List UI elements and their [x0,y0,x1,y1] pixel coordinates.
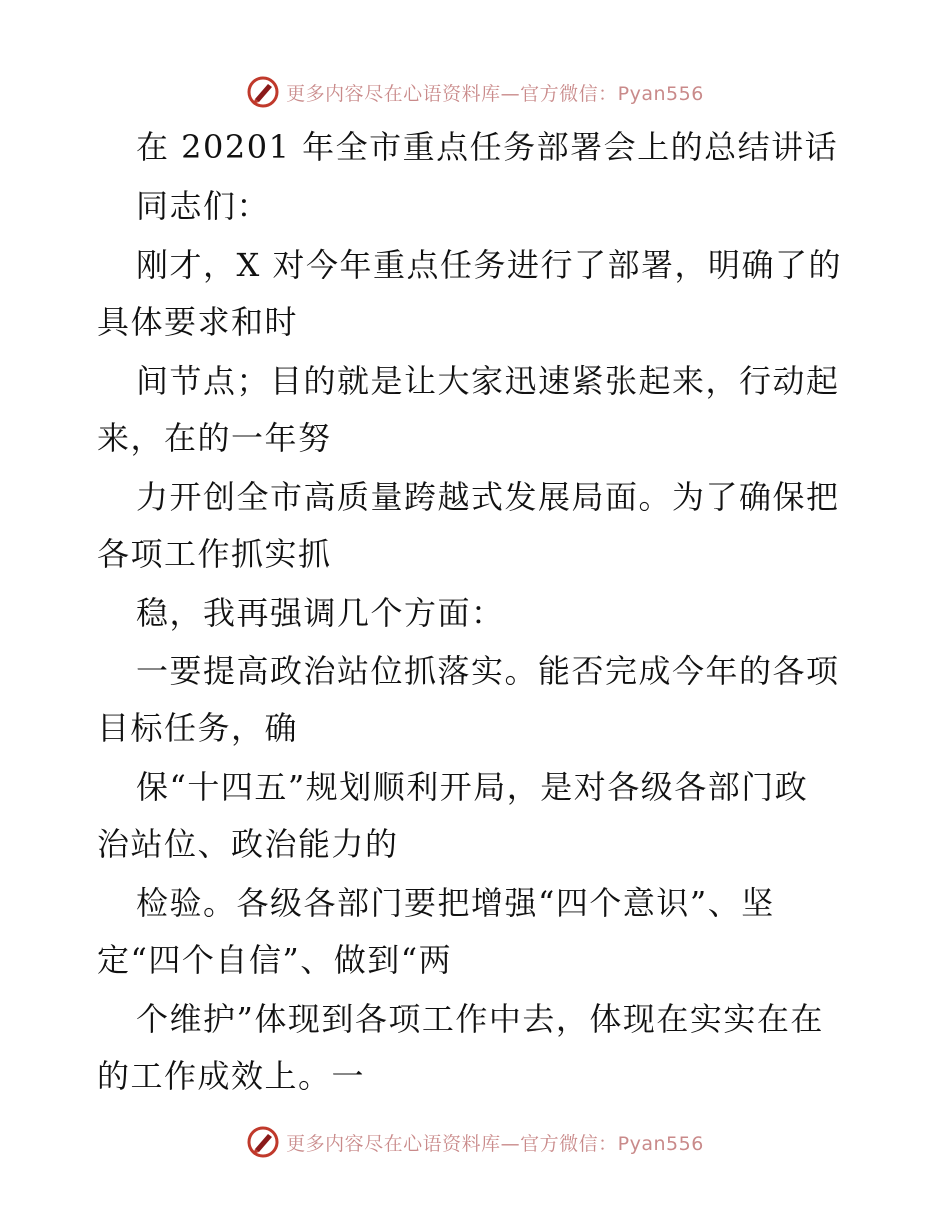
paragraph-line: 治站位、政治能力的 [97,825,399,863]
paragraph-line: 目标任务，确 [97,709,299,747]
paragraph-line: 定“四个自信”、做到“两 [97,941,453,979]
footer-watermark [0,1122,950,1162]
document-title: 在 20201 年全市重点任务部署会上的总结讲话 [136,128,839,166]
paragraph-line: 检验。各级各部门要把增强“四个意识”、坚 [136,884,775,922]
paragraph-line: 的工作成效上。一 [97,1057,366,1095]
paragraph-line: 同志们： [136,187,271,225]
watermark-text: 更多内容尽在心语资料库—官方微信：Pyan556 [286,1132,704,1155]
paragraph-line: 一要提高政治站位抓落实。能否完成今年的各项 [136,652,840,690]
paragraph-line: 稳，我再强调几个方面： [136,594,505,632]
paragraph-line: 保“十四五”规划顺利开局，是对各级各部门政 [136,768,809,806]
paragraph-line: 具体要求和时 [97,303,299,341]
paragraph-line: 各项工作抓实抓 [97,535,332,573]
paragraph-line: 刚才，X 对今年重点任务进行了部署，明确了的 [136,246,842,284]
paragraph-line: 来，在的一年努 [97,419,332,457]
paragraph-line: 个维护”体现到各项工作中去，体现在实实在在 [136,1000,824,1038]
pen-circle-logo-icon [246,1125,280,1159]
paragraph-line: 间节点；目的就是让大家迅速紧张起来，行动起 [136,362,840,400]
paragraph-line: 力开创全市高质量跨越式发展局面。为了确保把 [136,478,840,516]
watermark-text: 更多内容尽在心语资料库—官方微信：Pyan556 [286,82,704,105]
